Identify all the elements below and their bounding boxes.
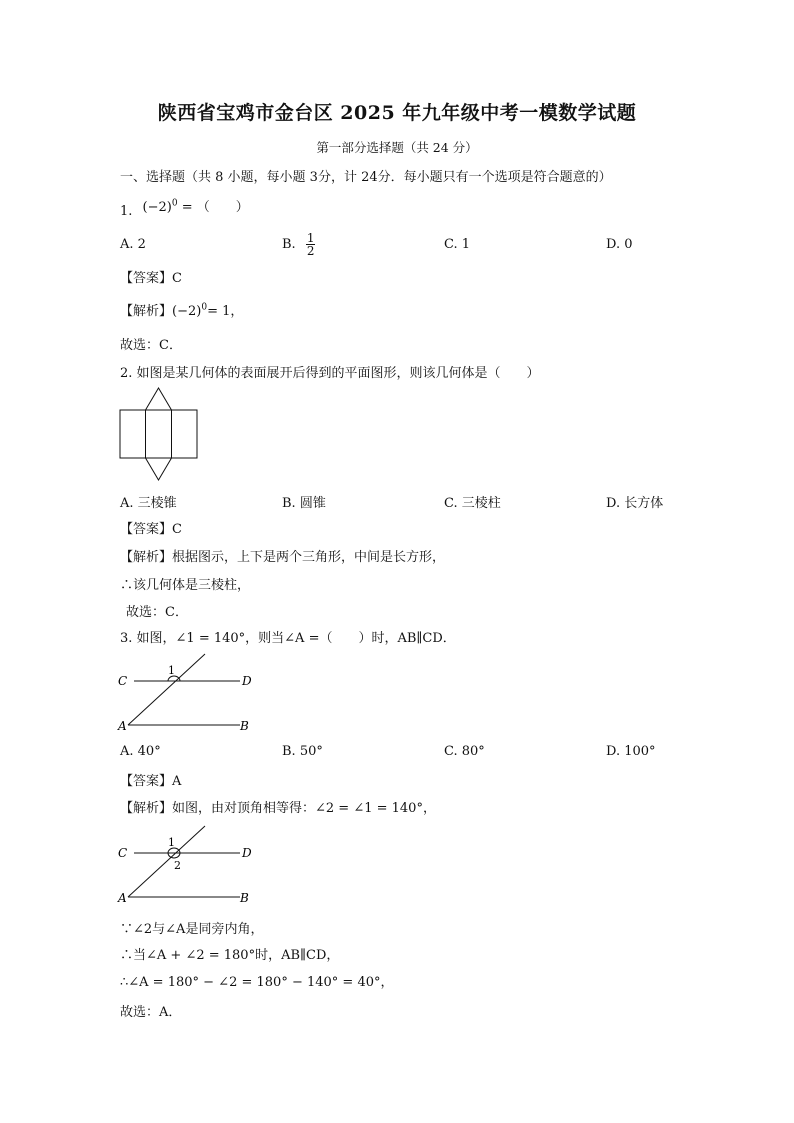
question-1-option-b: B. $\frac{1}{2}$ [282,231,315,258]
question-2-option-c: C. 三棱柱 [444,496,501,511]
question-3-analysis: 【解析】如图，由对顶角相等得：∠2 = ∠1 = 140°， [120,801,436,816]
prism-net-figure [118,386,200,482]
fraction-one-half: $\frac{1}{2}$ [306,231,315,258]
page-title: 陕西省宝鸡市金台区 2025 年九年级中考一模数学试题 [157,102,637,124]
question-3-answer: 【答案】A [120,774,182,789]
question-1-expr: $(-2)^0$ [142,198,178,215]
label-a: A [118,891,127,905]
question-2-option-b: B. 圆锥 [282,496,326,511]
question-1-option-a: A. 2 [120,237,146,252]
question-3-reason-1: ∵∠2与∠A是同旁内角， [120,922,264,937]
label-angle-2: 2 [174,859,181,872]
question-3-stem: 3. 如图，∠1 = 140°，则当∠A =（ ）时，AB∥CD． [120,631,456,646]
label-c: C [118,846,128,860]
question-3-option-b: B. 50° [282,744,323,759]
question-3-reason-2: ∴当∠A + ∠2 = 180°时，AB∥CD， [120,948,340,963]
question-2-choose: 故选：C． [126,605,188,620]
question-2-answer: 【答案】C [120,522,182,537]
label-b: B [240,719,249,733]
question-2-option-d: D. 长方体 [606,496,664,511]
question-1-analysis: 【解析】$(-2)^0= 1$， [120,302,244,319]
label-angle-1: 1 [168,664,175,677]
question-2-reason: ∴该几何体是三棱柱， [120,578,251,593]
question-1-choose: 故选：C． [120,338,182,353]
question-2-analysis: 【解析】根据图示，上下是两个三角形，中间是长方形， [120,550,446,565]
question-3-option-d: D. 100° [606,744,656,759]
label-b: B [240,891,249,905]
question-1-option-d: D. 0 [606,237,633,252]
parallel-lines-figure [116,650,264,736]
question-1-option-c: C. 1 [444,237,471,252]
question-3-choose: 故选：A． [120,1005,182,1020]
question-3-option-c: C. 80° [444,744,485,759]
section-heading: 一、选择题（共 8 小题，每小题 3分，计 24分．每小题只有一个选项是符合题意的） [120,170,612,185]
question-1-stem [120,200,249,219]
label-d: D [242,674,252,688]
part-heading: 第一部分选择题（共 24 分） [316,140,478,155]
question-2-option-a: A. 三棱锥 [120,496,177,511]
question-1-answer: 【答案】C [120,271,182,286]
question-3-option-a: A. 40° [120,744,161,759]
parallel-lines-figure-2 [116,822,264,908]
label-a: A [118,719,127,733]
question-1-number: 1. [120,204,133,219]
question-1-tail: = （ ） [181,200,249,215]
label-c: C [118,674,128,688]
question-3-reason-3: ∴∠A = 180° − ∠2 = 180° − 140° = 40°， [120,975,394,990]
question-2-stem: 2. 如图是某几何体的表面展开后得到的平面图形，则该几何体是（ ） [120,366,540,381]
label-d: D [242,846,252,860]
label-angle-1: 1 [168,836,175,849]
